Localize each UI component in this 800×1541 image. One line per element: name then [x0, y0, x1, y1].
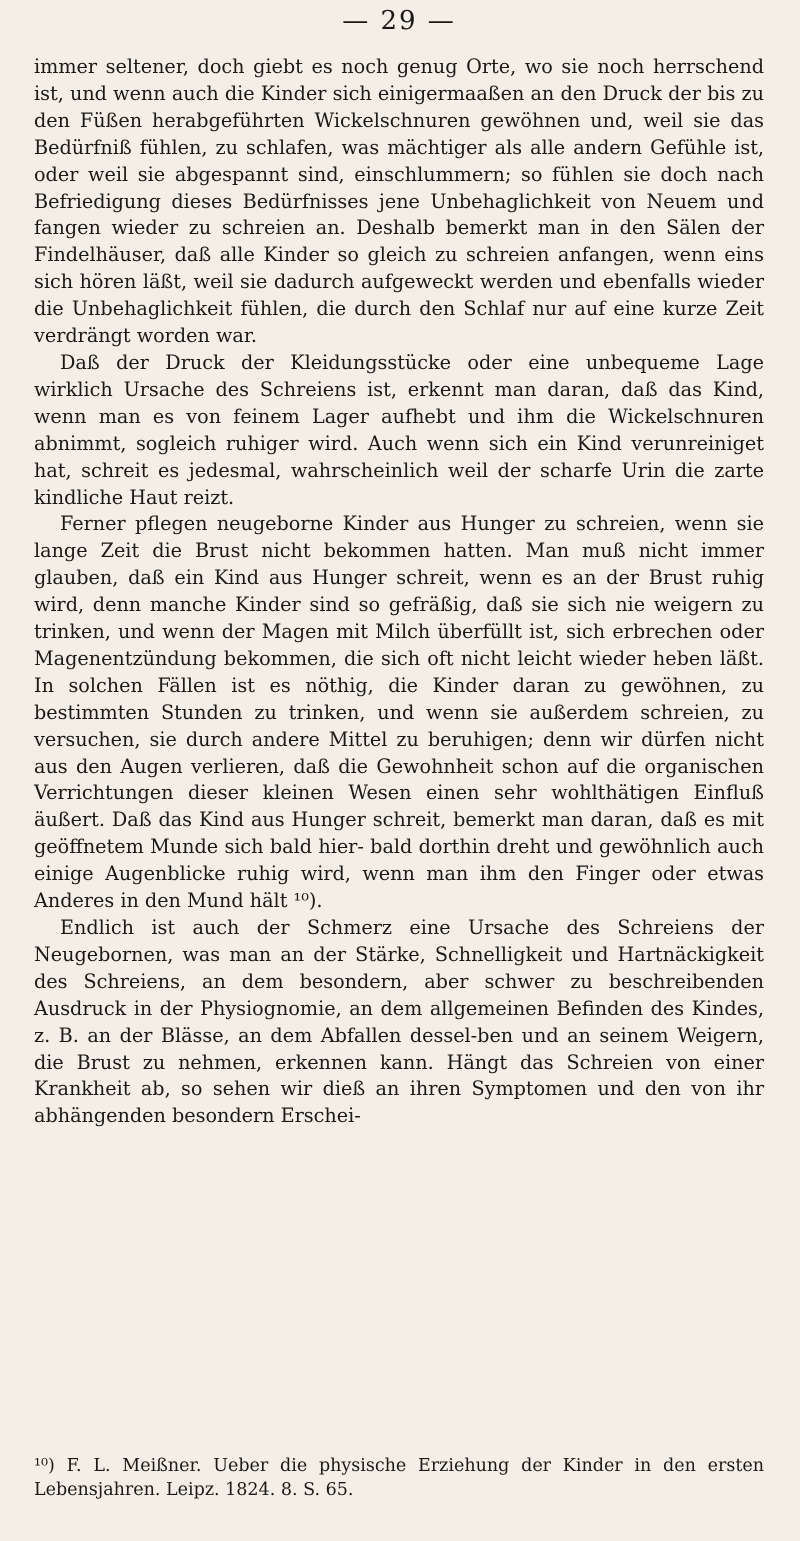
- book-page: [34, 0, 764, 1541]
- paragraph-3: Ferner pflegen neugeborne Kinder aus Hunger zu schreien, wenn sie lange Zeit die Brust nicht bekommen hatten. Man muß nicht immer glauben, daß ein Kind aus Hunger schreit, wenn es an der Brust ruhig wird, denn manche Kinder sind so gefräßig, daß sie sich nie weigern zu trinken, und wenn der Magen mit Milch überfüllt ist, sich erbrechen oder Magenentzündung bekommen, die sich oft nicht leicht wieder heben läßt. In solchen Fällen ist es nöthig, die Kinder daran zu gewöhnen, zu bestimmten Stunden zu trinken, und wenn sie außerdem schreien, zu versuchen, sie durch andere Mittel zu beruhigen; denn wir dürfen nicht aus den Augen verlieren, daß die Gewohnheit schon auf die organischen Verrichtungen dieser kleinen Wesen einen sehr wohlthätigen Einfluß äußert. Daß das Kind aus Hunger schreit, bemerkt man daran, daß es mit geöffnetem Munde sich bald hier- bald dorthin dreht und gewöhnlich auch einige Augenblicke ruhig wird, wenn man ihm den Finger oder etwas Anderes in den Mund hält ¹⁰).: [34, 512, 764, 913]
- footnote-marker: ¹⁰): [34, 1456, 55, 1476]
- footnote-text: F. L. Meißner. Ueber die physische Erziehung der Kinder in den ersten Lebensjahren. Leipz. 1824. 8. S. 65.: [34, 1456, 764, 1500]
- paragraph-1: immer seltener, doch giebt es noch genug Orte, wo sie noch herrschend ist, und wenn auch die Kinder sich einigermaaßen an den Druck der bis zu den Füßen herabgeführten Wickelschnuren gewöhnen und, weil sie das Bedürfniß fühlen, zu schlafen, was mächtiger als alle andern Gefühle ist, oder weil sie abgespannt sind, einschlummern; so fühlen sie doch nach Befriedigung dieses Bedürfnisses jene Unbehaglichkeit von Neuem und fangen wieder zu schreien an. Deshalb bemerkt man in den Sälen der Findelhäuser, daß alle Kinder so gleich zu schreien anfangen, wenn eins sich hören läßt, weil sie dadurch aufgeweckt werden und ebenfalls wieder die Unbehaglichkeit fühlen, die durch den Schlaf nur auf eine kurze Zeit verdrängt worden war.: [34, 55, 764, 348]
- body-text: [34, 54, 764, 1130]
- page-number-header: — 29 —: [342, 6, 456, 36]
- footnote: [34, 1454, 764, 1502]
- paragraph-2: Daß der Druck der Kleidungsstücke oder eine unbequeme Lage wirklich Ursache des Schreiens ist, erkennt man daran, daß das Kind, wenn man es von feinem Lager aufhebt und ihm die Wickelschnuren abnimmt, sogleich ruhiger wird. Auch wenn sich ein Kind verunreiniget hat, schreit es jedesmal, wahrscheinlich weil der scharfe Urin die zarte kindliche Haut reizt.: [34, 350, 764, 509]
- paragraph-4: Endlich ist auch der Schmerz eine Ursache des Schreiens der Neugebornen, was man an der Stärke, Schnelligkeit und Hartnäckigkeit des Schreiens, an dem besondern, aber schwer zu beschreibenden Ausdruck in der Physiognomie, an dem allgemeinen Befinden des Kindes, z. B. an der Blässe, an dem Abfallen dessel-ben und an seinem Weigern, die Brust zu nehmen, erkennen kann. Hängt das Schreien von einer Krankheit ab, so sehen wir dieß an ihren Symptomen und den von ihr abhängenden besondern Erschei-: [34, 916, 764, 1128]
